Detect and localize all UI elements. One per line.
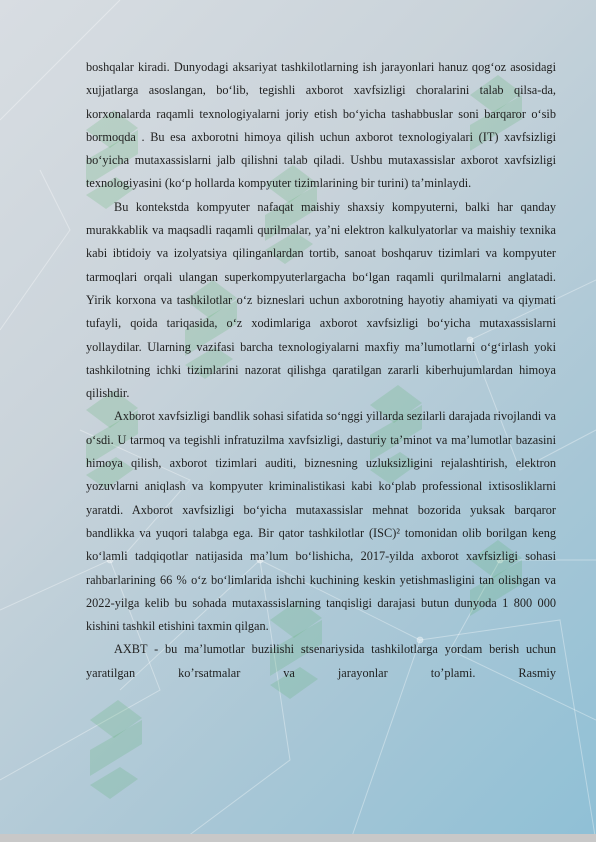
paragraph-3: Axborot xavfsizligi bandlik sohasi sifatida so‘nggi yillarda sezilarli darajada rivojlandi va o‘sdi. U tarmoq va tegishli infratuzilma xavfsizligi, dasturiy ta’minot va ma’lumotlar bazasini himoya qilish, axborot tizimlari auditi, biznesning uzluksizligini rejalashtirish, elektron yozuvlarni aniqlash va kompyuter kriminalistikasi kabi ko‘plab professional ixtisosliklarni yaratdi. Axborot xavfsizligi bo‘yicha mutaxassislar mehnat bozorida yuksak barqaror bandlikka va yuqori talabga ega. Bir qator tashkilotlar (ISC)² tomonidan olib borilgan keng ko‘lamli tadqiqotlar natijasida ma’lum bo‘lishicha, 2017-yilda axborot xavfsizligi sohasi rahbarlarining 66 % o‘z bo‘limlarida ishchi kuchining keskin yetishmasligini tan olishgan va 2022-yilga kelib bu sohada mutaxassislarning tanqisligi darajasi butun dunyoda 1 800 000 kishini tashkil etishini taxmin qilgan. xyxy=(86,409,556,634)
paragraph-4: AXBT - bu ma’lumotlar buzilishi stsenariysida tashkilotlarga yordam berish uchun yaratilgan ko’rsatmalar va jarayonlar to’plami. Rasmiy xyxy=(86,642,556,680)
paragraph-1: boshqalar kiradi. Dunyodagi aksariyat tashkilotlarning ish jarayonlari hanuz qog‘oz asosidagi xujjatlarga asoslangan, bo‘lib, tegishli axborot xavfsizligi choralarini talab qilsa-da, korxonalarda raqamli texnologiyalarni joriy etish bo‘yicha tashabbuslar soni barqaror o‘sib bormoqda . Bu esa axborotni himoya qilish uchun axborot texnologiyalari (IT) xavfsizligi bo‘yicha mutaxassislarni jalb qilishni talab qiladi. Ushbu mutaxassislar axborot xavfsizligi texnologiyasini (ko‘p hollarda kompyuter tizimlarining bir turini) ta’minlaydi. xyxy=(86,60,556,191)
page-bottom-bar xyxy=(0,834,596,842)
document-body xyxy=(86,56,556,685)
paragraph-2: Bu kontekstda kompyuter nafaqat maishiy shaxsiy kompyuterni, balki har qanday murakkablik va maqsadli raqamli qurilmalar, ya’ni elektron kalkulyatorlar va maishiy texnika kabi ibtidoiy va izolyatsiya qilinganlardan tortib, sanoat boshqaruv tizimlari va kompyuter tarmoqlari orqali ulangan superkompyuterlargacha bo‘lgan raqamli qurilmalarni anglatadi. Yirik korxona va tashkilotlar o‘z bizneslari uchun axborotning hayotiy ahamiyati va qiymati tufayli, qoida tariqasida, o‘z xodimlariga axborot xavfsizligi bo‘yicha mutaxassislarni yollaydilar. Ularning vazifasi barcha texnologiyalarni maxfiy ma’lumotlarni o‘g‘irlash yoki tashkilotning ichki tizimlarini nazorat qilishga qaratilgan zararli kiberhujumlardan himoya qilishdir. xyxy=(86,199,556,401)
